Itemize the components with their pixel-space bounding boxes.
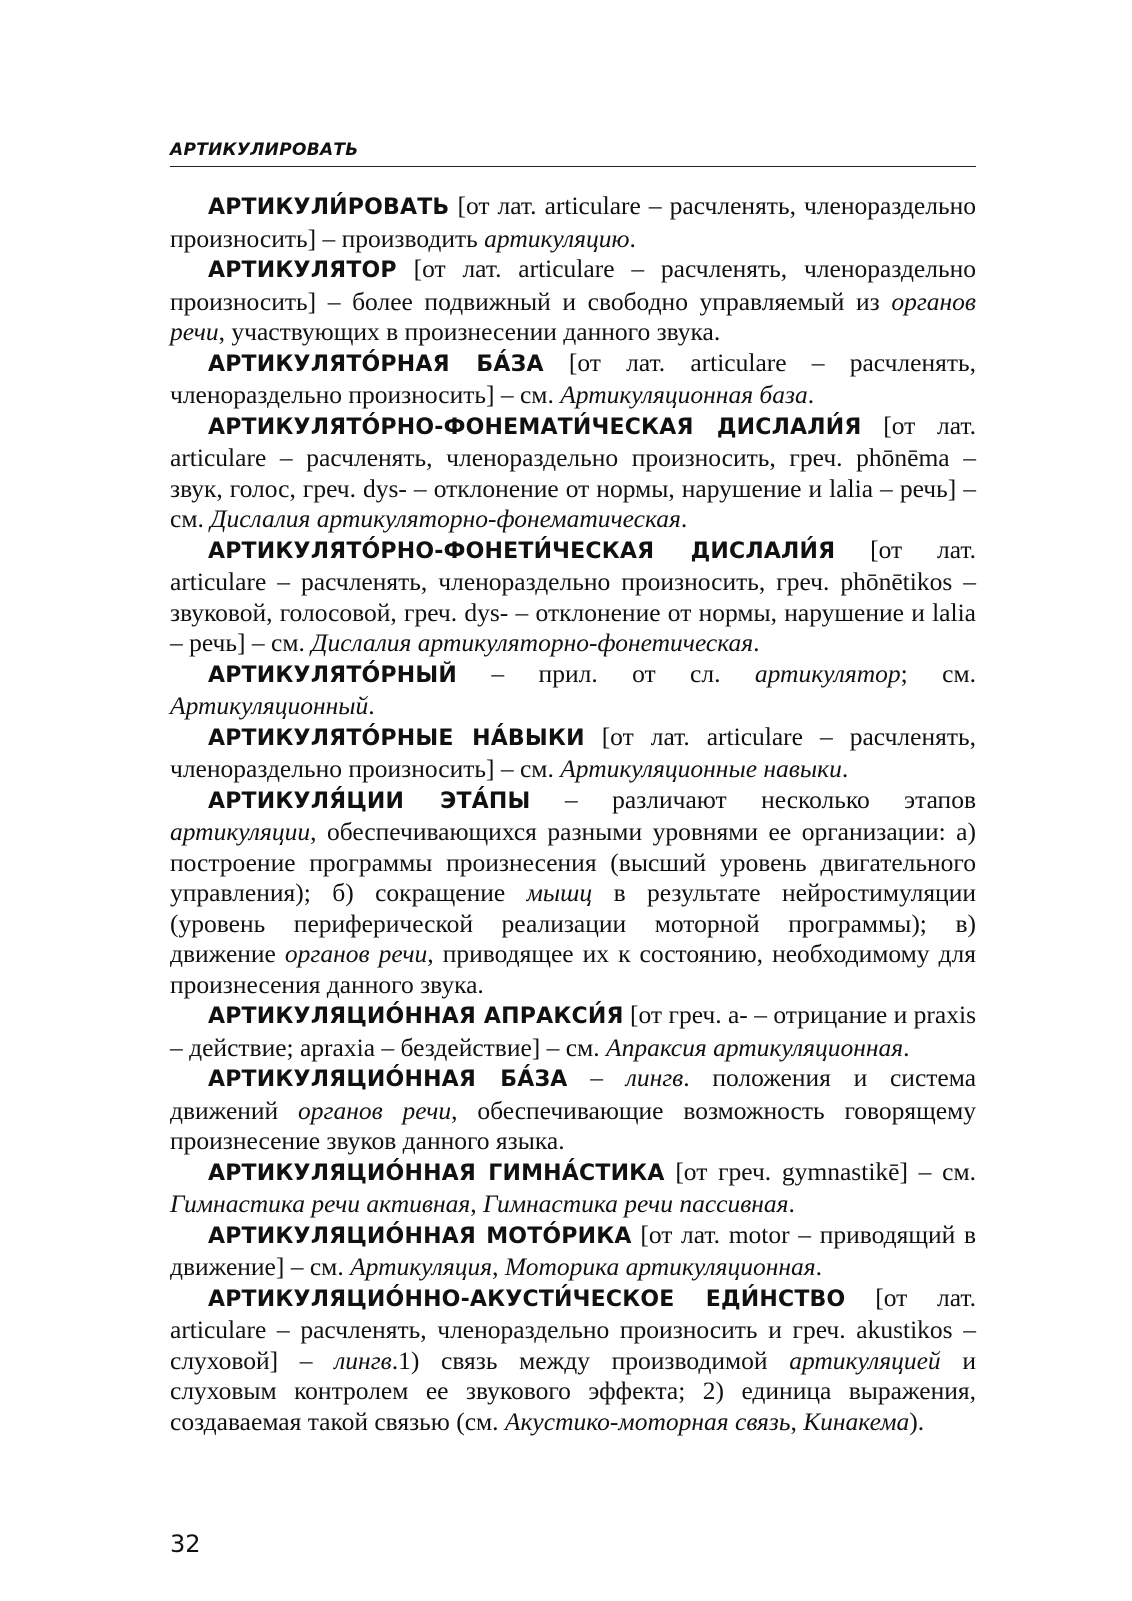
entry-text: [от лат. articulare – расчленять, членораздельно произносить] – см. — [170, 721, 976, 783]
dictionary-entry — [170, 785, 976, 1001]
entry-headword: АРТИКУЛЯЦИО́ННАЯ МОТО́РИКА — [208, 1223, 632, 1249]
entry-text: . — [629, 223, 636, 253]
entry-text: . — [815, 1252, 822, 1281]
entry-headword: АРТИКУЛЯТО́РНО-ФОНЕТИ́ЧЕСКАЯ ДИСЛАЛИ́Я — [208, 538, 836, 564]
entry-text: . — [903, 1032, 910, 1062]
entry-text: . — [368, 691, 375, 720]
cross-reference: мышц — [526, 878, 593, 907]
entry-headword: АРТИКУЛЯТОР — [208, 258, 397, 283]
entry-headword: АРТИКУЛЯТО́РНЫЕ НА́ВЫКИ — [208, 725, 585, 751]
entry-text: ; см. — [900, 658, 976, 688]
entry-text: , обеспечивающихся разными уровнями ее организации: а) построение программы произнесения (высший уровень двигательного управления); б) сокращение — [170, 817, 976, 907]
cross-reference: Кинакема — [803, 1406, 910, 1436]
entry-text: и слуховым контролем ее звукового эффекта; 2) единица выражения, создаваемая такой связью (см. — [170, 1345, 976, 1436]
entry-headword: АРТИКУЛЯ́ЦИИ ЭТА́ПЫ — [208, 788, 531, 814]
entry-text: , — [492, 1252, 505, 1281]
entry-text: . — [841, 754, 849, 783]
entry-text: [от лат. articulare – расчленять, членораздельно произносить] – более подвижный и свободно управляемый из — [170, 254, 976, 316]
entry-text: . — [788, 1189, 795, 1218]
dictionary-entry — [170, 1283, 976, 1438]
dictionary-entry — [170, 722, 976, 785]
entry-text: . положения и система движений — [170, 1063, 977, 1125]
entry-text: .1) связь между производимой — [391, 1345, 790, 1375]
cross-reference: органов речи — [298, 1095, 452, 1125]
dictionary-entries — [170, 191, 976, 1437]
entry-headword: АРТИКУЛЯЦИО́ННО-АКУСТИ́ЧЕСКОЕ ЕДИ́НСТВО — [208, 1286, 846, 1312]
entry-text: – различают несколько этапов — [530, 784, 976, 814]
entry-text: [от лат. motor – приводящий в движение] – см. — [170, 1219, 976, 1281]
entry-text: . — [753, 628, 760, 657]
entry-headword: АРТИКУЛЯЦИО́ННАЯ БА́ЗА — [208, 1067, 568, 1092]
entry-text: [от греч. а- – отрицание и praxis – действие; apraxia – бездействие] – см. — [170, 1000, 976, 1062]
dictionary-entry — [170, 1220, 976, 1283]
cross-reference: Артикуляция — [350, 1252, 493, 1281]
cross-reference: лингв — [625, 1063, 684, 1092]
entry-headword: АРТИКУЛИ́РОВАТЬ — [208, 195, 450, 220]
cross-reference: Гимнастика речи активная — [170, 1189, 471, 1218]
dictionary-entry — [170, 1000, 976, 1063]
entry-text: в результате нейростимуляции (уровень периферической реализации моторной программы); в) движение — [170, 878, 976, 968]
entry-text: , приводящее их к состоянию, необходимому для произнесения данного звука. — [170, 939, 976, 999]
entry-text: [от лат. articulare – расчленять, членораздельно произносить] – производить — [170, 191, 976, 253]
dictionary-entry — [170, 348, 976, 411]
cross-reference: лингв — [334, 1345, 392, 1375]
cross-reference: артикуляцией — [789, 1345, 941, 1375]
cross-reference: Апраксия артикуляционная — [606, 1032, 904, 1062]
entry-text: , обеспечивающие возможность говорящему произнесение звуков данного языка. — [170, 1095, 976, 1155]
entry-headword: АРТИКУЛЯТО́РНО-ФОНЕМАТИ́ЧЕСКАЯ ДИСЛАЛИ́Я — [208, 414, 862, 440]
cross-reference: Артикуляционные навыки — [560, 754, 842, 783]
entry-text: [от лат. articulare – расчленять, членораздельно произносить, греч. phōnēma – звук, голос, греч. dys- – отклонение от нормы, нарушение и lalia – речь] – см. — [170, 410, 976, 533]
entry-text: [от лат. articulare – расчленять, членораздельно произносить] – см. — [170, 347, 977, 409]
entry-text: [от лат. articulare – расчленять, членораздельно произносить, греч. phōnētikos – звуковой, голосовой, греч. dys- – отклонение от нормы, нарушение и lalia – речь] – см. — [170, 534, 976, 657]
entry-text: – прил. от сл. — [456, 658, 755, 688]
entry-text: [от греч. gymnastikē] – см. — [664, 1156, 976, 1186]
cross-reference: Моторика артикуляционная — [504, 1252, 816, 1281]
entry-text: – — [567, 1063, 626, 1092]
entry-text: [от лат. articulare – расчленять, членораздельно произносить и греч. akustikos – слуховой] – — [170, 1282, 976, 1375]
cross-reference: артикуляции — [170, 817, 311, 846]
entry-text: , — [790, 1406, 804, 1436]
cross-reference: органов речи — [170, 286, 976, 346]
cross-reference: Акустико-моторная связь — [504, 1406, 791, 1436]
dictionary-entry — [170, 659, 976, 722]
cross-reference: Гимнастика речи пассивная — [482, 1189, 789, 1218]
cross-reference: Дислалия артикуляторно-фонетическая — [311, 628, 754, 657]
page-number: 32 — [170, 1530, 201, 1558]
entry-text: . — [680, 504, 688, 533]
dictionary-entry — [170, 411, 976, 535]
entry-text: , участвующих в произнесении данного звука. — [218, 317, 721, 346]
cross-reference: артикуляцию — [484, 223, 630, 253]
cross-reference: органов речи — [284, 939, 428, 968]
dictionary-entry — [170, 1063, 976, 1157]
cross-reference: Дислалия артикуляторно-фонематическая — [210, 504, 681, 533]
dictionary-entry — [170, 1157, 976, 1220]
dictionary-entry — [170, 191, 976, 254]
entry-text: . — [807, 380, 815, 409]
cross-reference: артикулятор — [754, 658, 901, 688]
entry-text: , — [470, 1189, 483, 1218]
dictionary-entry — [170, 535, 976, 659]
entry-text: ). — [909, 1406, 925, 1436]
dictionary-entry — [170, 254, 976, 348]
entry-headword: АРТИКУЛЯЦИО́ННАЯ АПРАКСИ́Я — [208, 1004, 624, 1029]
entry-headword: АРТИКУЛЯТО́РНАЯ БА́ЗА — [208, 351, 544, 377]
entry-headword: АРТИКУЛЯТО́РНЫЙ — [208, 662, 457, 688]
cross-reference: Артикуляционный — [170, 691, 369, 720]
entry-headword: АРТИКУЛЯЦИО́ННАЯ ГИМНА́СТИКА — [208, 1160, 665, 1186]
cross-reference: Артикуляционная база — [560, 380, 808, 409]
running-head: АРТИКУЛИРОВАТЬ — [170, 140, 976, 167]
